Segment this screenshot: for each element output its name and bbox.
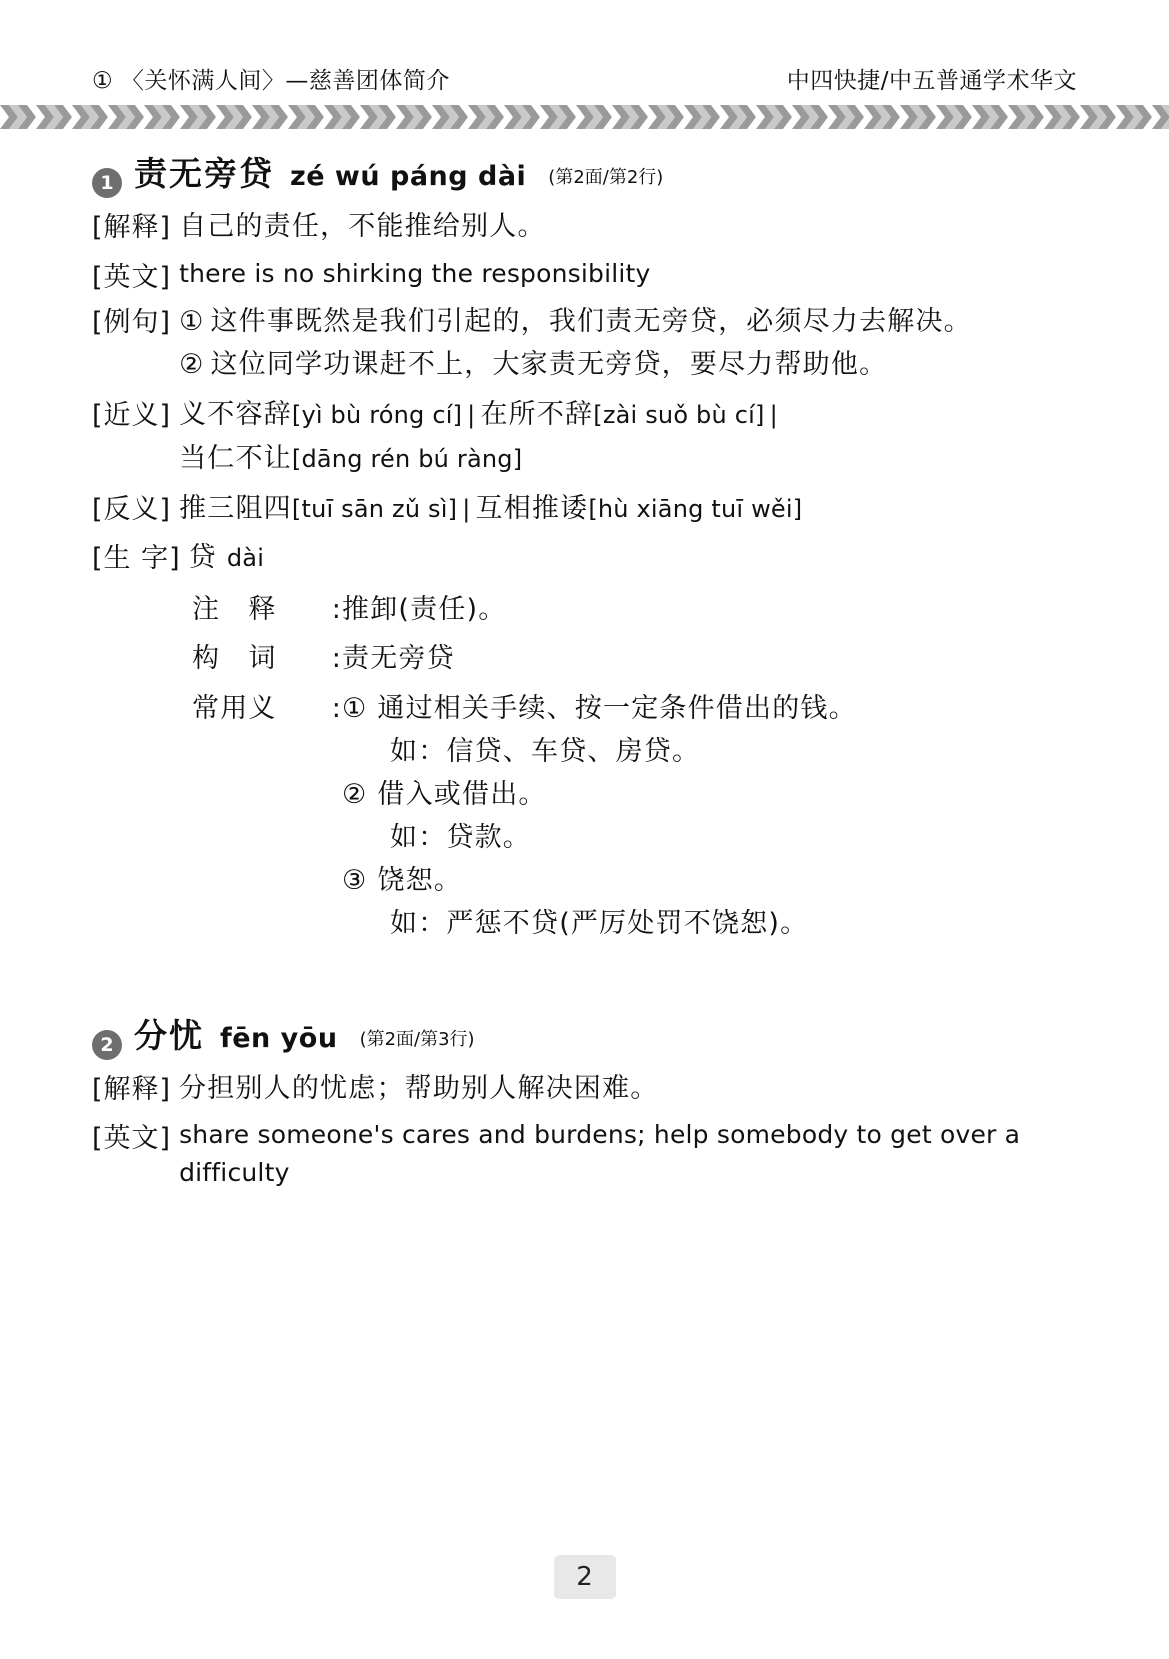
english-label: [英文] (92, 261, 172, 293)
common-senses-colon: : (331, 692, 342, 724)
wordformation-label-text: 构 词 (192, 643, 277, 675)
entry-source-reference: (第2面/第2行) (548, 167, 664, 188)
annotation-label-text: 注 释 (192, 594, 277, 626)
wordformation-value: 责无旁贷 (342, 643, 455, 675)
definition-row (92, 1067, 1082, 1111)
sense-block (342, 859, 1082, 945)
sense-number: ③ (342, 865, 368, 897)
example-number: ① (179, 305, 205, 337)
sense-text: 饶恕。 (377, 865, 463, 897)
entry-source-reference: (第2面/第3行) (359, 1028, 475, 1050)
english-text: share someone's cares and burdens; help somebody to get over a difficulty (179, 1120, 1021, 1187)
example-text: 这位同学功课赶不上，大家责无旁贷，要尽力帮助他。 (210, 349, 888, 381)
antonyms-row (92, 487, 1082, 531)
sense-example: 如：严惩不贷(严厉处罚不饶恕)。 (390, 908, 809, 940)
entry-pinyin: zé wú páng dài (290, 161, 527, 192)
synonym-pinyin: [dāng rén bú ràng] (291, 444, 523, 473)
running-head-right: 中四快捷/中五普通学术华文 (786, 68, 1077, 94)
synonyms-text (179, 393, 1082, 480)
antonym-word: 推三阻四 (179, 492, 292, 524)
antonym-word: 互相推诿 (475, 492, 589, 524)
separator: | (467, 401, 476, 430)
entries-container (92, 148, 1082, 1197)
synonym-word: 义不容辞 (179, 399, 292, 431)
synonym-pinyin: [yì bù róng cí] (291, 401, 463, 430)
sense-item (342, 687, 1082, 730)
annotation-colon: : (331, 594, 342, 626)
sense-number: ① (342, 692, 368, 724)
definition-label: [解释] (92, 212, 172, 243)
annotation-value: 推卸(责任)。 (342, 594, 507, 626)
newcharacter-label: [生 字] (92, 543, 181, 575)
dictionary-entry (92, 148, 1082, 946)
entry-number-badge: 1 (92, 168, 122, 198)
sense-text: 通过相关手续、按一定条件借出的钱。 (377, 692, 857, 724)
newcharacter-pinyin: dài (226, 544, 265, 573)
entry-word: 责无旁贷 (134, 154, 274, 193)
newcharacter-row (92, 536, 1082, 580)
synonym-pinyin: [zài suǒ bù cí] (593, 401, 765, 430)
english-row (92, 255, 1082, 294)
entry-headword-line (92, 1010, 1082, 1057)
sense-text: 借入或借出。 (377, 778, 547, 810)
antonym-pinyin: [hù xiāng tuī wěi] (588, 494, 803, 523)
separator: | (462, 494, 471, 523)
sense-number: ② (342, 778, 368, 810)
sense-item (342, 859, 1082, 902)
entry-pinyin: fēn yōu (220, 1022, 338, 1054)
english-text: there is no shirking the responsibility (179, 258, 651, 288)
common-senses-label (192, 687, 342, 730)
dictionary-entry (92, 1010, 1082, 1192)
entry-number-badge: 2 (92, 1030, 122, 1060)
antonym-pinyin: [tuī sān zǔ sì] (291, 494, 458, 523)
english-row (92, 1116, 1082, 1191)
synonyms-label: [近义] (92, 400, 172, 432)
definition-text: 自己的责任，不能推给别人。 (179, 211, 546, 242)
example-item (179, 343, 1082, 387)
examples-list (179, 300, 1082, 387)
definition-row (92, 205, 1082, 249)
common-senses-label-text: 常用义 (192, 692, 277, 724)
sense-block (342, 773, 1082, 859)
annotation-row (192, 588, 1082, 631)
wordformation-row (192, 637, 1082, 680)
annotation-label (192, 588, 342, 631)
sense-item (342, 773, 1082, 816)
synonyms-row (92, 393, 1082, 480)
common-senses-row (192, 687, 1082, 946)
examples-label: [例句] (92, 306, 172, 338)
synonym-word: 当仁不让 (179, 442, 292, 474)
sense-block (342, 687, 1082, 773)
newcharacter-glyph: 贷 (188, 542, 217, 574)
sense-example: 如：贷款。 (390, 822, 531, 854)
english-label: [英文] (92, 1123, 172, 1155)
wordformation-colon: : (331, 643, 342, 675)
example-text: 这件事既然是我们引起的，我们责无旁贷，必须尽力去解决。 (210, 305, 972, 337)
example-item (179, 300, 1082, 344)
entry-word: 分忧 (134, 1015, 204, 1055)
page-number: 2 (554, 1555, 616, 1599)
running-head (92, 62, 1077, 95)
sense-example: 如：信贷、车贷、房贷。 (390, 735, 701, 767)
synonym-word: 在所不辞 (480, 399, 594, 431)
entry-headword-line (92, 148, 1082, 195)
decorative-zigzag-band (0, 104, 1169, 130)
newcharacter-text (189, 536, 1082, 580)
running-head-left: ① 〈关怀满人间〉—慈善团体简介 (92, 68, 450, 94)
examples-row (92, 300, 1082, 387)
antonyms-text (179, 487, 1082, 531)
example-number: ② (179, 349, 205, 381)
definition-text: 分担别人的忧虑；帮助别人解决困难。 (179, 1072, 659, 1104)
wordformation-label (192, 637, 342, 680)
senses-list (342, 687, 1082, 946)
newcharacter-detail-block (192, 588, 1082, 946)
separator: | (769, 401, 778, 430)
antonyms-label: [反义] (92, 493, 172, 525)
definition-label: [解释] (92, 1073, 172, 1105)
